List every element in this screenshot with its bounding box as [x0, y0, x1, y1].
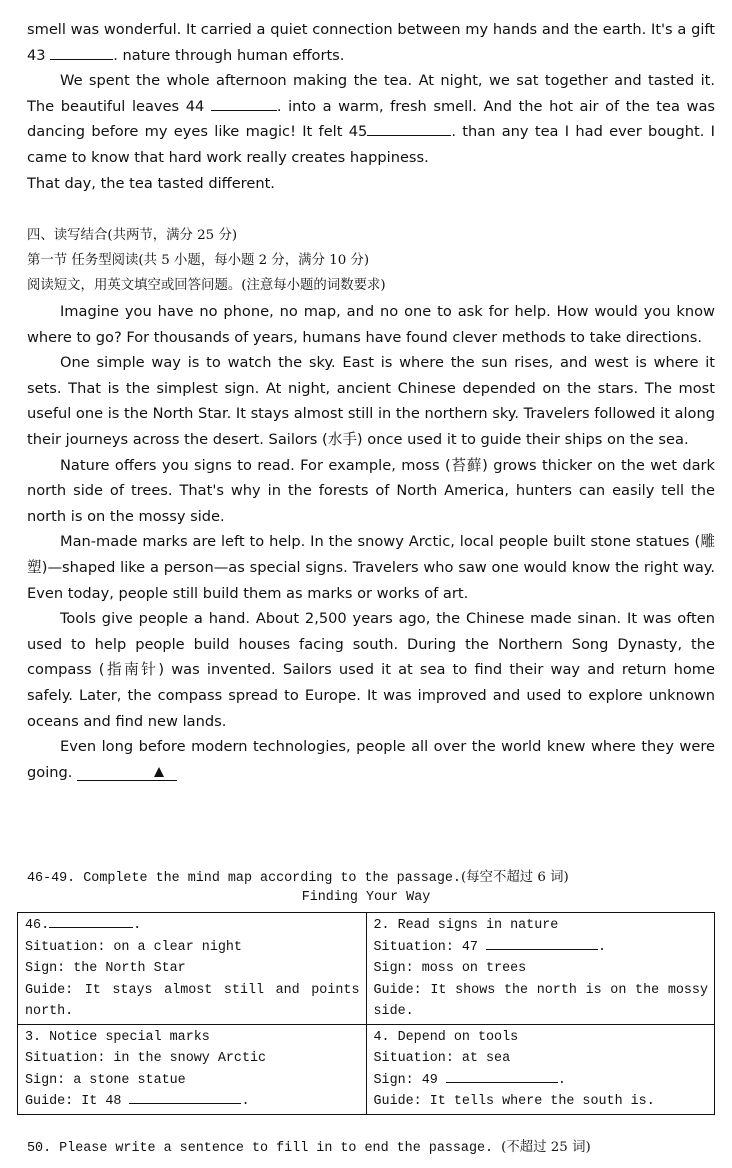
answer-blank-44[interactable] [211, 110, 277, 111]
part-title: 第一节 任务型阅读(共 5 小题，每小题 2 分，满分 10 分) [27, 253, 370, 268]
section-heading: 四、读写结合(共两节，满分 25 分) [27, 228, 238, 243]
answer-blank-43[interactable] [50, 59, 113, 60]
answer-blank-47[interactable] [486, 949, 598, 950]
paragraph: Imagine you have no phone, no map, and no one to ask for help. How would you know where to go? For thousands of years, humans have found clever methods to take directions. [27, 303, 715, 346]
paragraph: Even long before modern technologies, people all over the world knew where they were going. [27, 738, 715, 781]
mind-map-cell-1: 46. . Situation: on a clear night Sign: the North Star Guide: It stays almost still and points north. [18, 913, 367, 1025]
paragraph: Tools give people a hand. About 2,500 years ago, the Chinese made sinan. It was often used to help people build houses facing south. During the Northern Song Dynasty, the compass (指南针) was invented. Sailors used it at sea to find their way and return home safely. Later, the compass spread to Europe. It was improved and used to explore unknown oceans and find new lands. [27, 610, 715, 730]
answer-blank-46[interactable] [49, 927, 133, 928]
answer-blank-49[interactable] [446, 1082, 558, 1083]
question-50: 50. Please write a sentence to fill in to end the passage. (不超过 25 词) [27, 1140, 591, 1156]
reading-passage [27, 299, 715, 785]
paragraph: We spent the whole afternoon making the tea. At night, we sat together and tasted it. The beautiful leaves 44 . into a warm, fresh smell. And the hot air of the tea was dancing before my eyes like magic! It felt 45 . than any tea I had ever bought. I came to know that hard work really creates happiness. [27, 72, 715, 166]
mind-map-instruction: 46-49. Complete the mind map according to the passage.(每空不超过 6 词) [27, 870, 569, 886]
task-instruction: 阅读短文，用英文填空或回答问题。(注意每小题的词数要求) [27, 278, 386, 293]
mind-map-table [17, 912, 715, 1115]
triangle-marker-icon [154, 767, 164, 777]
mind-map-cell-2: 2. Read signs in nature Situation: 47 . Sign: moss on trees Guide: It shows the north is on the mossy side. [366, 913, 715, 1025]
previous-passage-ending [27, 17, 715, 196]
answer-blank-45[interactable] [367, 135, 451, 136]
paragraph: One simple way is to watch the sky. East is where the sun rises, and west is where it sets. That is the simplest sign. At night, ancient Chinese depended on the stars. The most useful one is the North Star. It stays almost still in the northern sky. Travelers followed it along their journeys across the desert. Sailors (水手) once used it to guide their ships on the sea. [27, 354, 715, 448]
paragraph: That day, the tea tasted different. [27, 174, 275, 192]
mind-map-cell-4: 4. Depend on tools Situation: at sea Sign: 49 . Guide: It tells where the south is. [366, 1024, 715, 1114]
paragraph: Nature offers you signs to read. For example, moss (苔藓) grows thicker on the wet dark north side of trees. That's why in the forests of North America, hunters can easily tell the north is on the mossy side. [27, 456, 715, 525]
answer-blank-50[interactable] [77, 766, 177, 781]
mind-map-cell-3: 3. Notice special marks Situation: in the snowy Arctic Sign: a stone statue Guide: It 48 . [18, 1024, 367, 1114]
mind-map-title: Finding Your Way [301, 890, 431, 905]
paragraph: smell was wonderful. It carried a quiet connection between my hands and the earth. It's a gift 43 . nature through human efforts. [27, 21, 715, 64]
paragraph: Man-made marks are left to help. In the snowy Arctic, local people built stone statues (雕塑)—shaped like a person—as special signs. Travelers who saw one would know the right way. Even today, people still build them as marks or works of art. [27, 533, 715, 602]
answer-blank-48[interactable] [129, 1103, 241, 1104]
